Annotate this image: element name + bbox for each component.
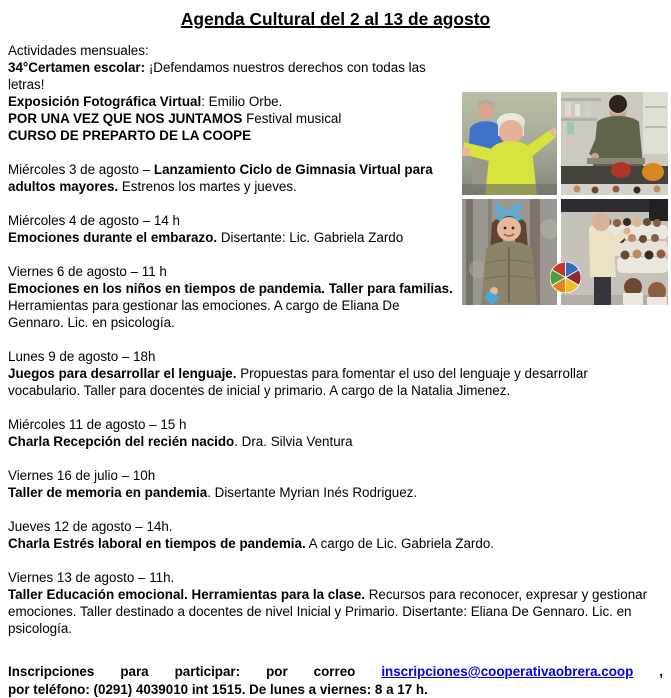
registration-line2: por teléfono: (0291) 4039010 int 1515. De lunes a viernes: 8 a 17 h. — [8, 681, 663, 698]
event-title: Charla Recepción del recién nacido — [8, 434, 234, 449]
event-date: Jueves 12 de agosto – 14h. — [8, 519, 173, 534]
event-date: Lunes 9 de agosto – 18h — [8, 349, 155, 364]
event-date: Miércoles 11 de agosto – 15 h — [8, 417, 186, 432]
intro-item — [8, 110, 458, 127]
girl-outdoors-photo — [462, 199, 557, 305]
event-description: Estrenos los martes y jueves. — [118, 179, 297, 194]
intro-item-text: ¡Defendamos nuestros derechos con todas las letras! — [8, 60, 426, 92]
event-description: . Dra. Silvia Ventura — [234, 434, 352, 449]
event-estres-laboral — [8, 518, 663, 552]
event-gimnasia-virtual — [8, 161, 458, 195]
intro-item-text: Festival musical — [242, 111, 341, 126]
woman-writing-workshop-photo — [561, 92, 668, 195]
event-date: Viernes 13 de agosto – 11h. — [8, 570, 174, 585]
monthly-activities-list — [8, 42, 458, 144]
event-date: Miércoles 3 de agosto – — [8, 162, 154, 177]
seniors-gym-class-photo — [462, 92, 557, 195]
registration-line1 — [8, 663, 663, 681]
intro-heading: Actividades mensuales: — [8, 42, 458, 59]
event-title: Charla Estrés laboral en tiempos de pandemia. — [8, 536, 306, 551]
event-emociones-embarazo — [8, 212, 458, 246]
intro-item — [8, 59, 458, 93]
email-link[interactable]: inscripciones@cooperativaobrera.coop — [381, 664, 633, 679]
intro-item — [8, 93, 458, 110]
event-emociones-ninos — [8, 263, 458, 331]
event-title: Emociones durante el embarazo. — [8, 230, 217, 245]
woman-writing-workshop-photo — [561, 92, 668, 195]
intro-item-title: 34°Certamen escolar: — [8, 60, 145, 75]
intro-item-title: POR UNA VEZ QUE NOS JUNTAMOS — [8, 111, 242, 126]
event-recepcion-recien-nacido — [8, 416, 663, 450]
registration-text: Inscripciones para participar: por correo — [8, 664, 381, 679]
event-description: Herramientas para gestionar las emociones. A cargo de Eliana De Gennaro. Lic. en psicología. — [8, 298, 400, 330]
intro-item-title: Exposición Fotográfica Virtual — [8, 94, 201, 109]
event-educacion-emocional — [8, 569, 663, 637]
event-title: Emociones en los niños en tiempos de pandemia. Taller para familias. — [8, 281, 453, 296]
registration-info — [8, 663, 663, 698]
girl-outdoors-photo — [462, 199, 557, 305]
photo-collage — [462, 92, 668, 305]
page-title: Agenda Cultural del 2 al 13 de agosto — [8, 8, 663, 30]
event-title: Taller de memoria en pandemia — [8, 485, 207, 500]
registration-text: , — [633, 664, 663, 679]
intro-item — [8, 127, 458, 144]
cooperative-ball-logo-icon — [550, 262, 581, 293]
event-description: Propuestas para fomentar el uso del lenguaje y desarrollar vocabulario. Taller para docentes de inicial y primario. A cargo de la Natalia Jimenez. — [8, 366, 588, 398]
event-date: Miércoles 4 de agosto – 14 h — [8, 213, 180, 228]
event-title: Lanzamiento Ciclo de Gimnasia Virtual para adultos mayores. — [8, 162, 433, 194]
event-title: Taller Educación emocional. Herramientas para la clase. — [8, 587, 365, 602]
event-juegos-lenguaje — [8, 348, 663, 399]
intro-item-text: : Emilio Orbe. — [201, 94, 282, 109]
seniors-gym-class-photo — [462, 92, 557, 195]
event-date: Viernes 6 de agosto – 11 h — [8, 264, 167, 279]
event-title: Juegos para desarrollar el lenguaje. — [8, 366, 236, 381]
intro-item-title: CURSO DE PREPARTO DE LA COOPE — [8, 128, 251, 143]
event-description: . Disertante Myrian Inés Rodriguez. — [207, 485, 417, 500]
event-description: A cargo de Lic. Gabriela Zardo. — [306, 536, 494, 551]
event-description: Disertante: Lic. Gabriela Zardo — [217, 230, 403, 245]
event-date: Viernes 16 de julio – 10h — [8, 468, 155, 483]
event-description: Recursos para reconocer, expresar y gestionar emociones. Taller destinado a docentes de nivel Inicial y Primario. Disertante: Eliana De Gennaro. Lic. en psicología. — [8, 587, 647, 636]
event-taller-memoria — [8, 467, 663, 501]
